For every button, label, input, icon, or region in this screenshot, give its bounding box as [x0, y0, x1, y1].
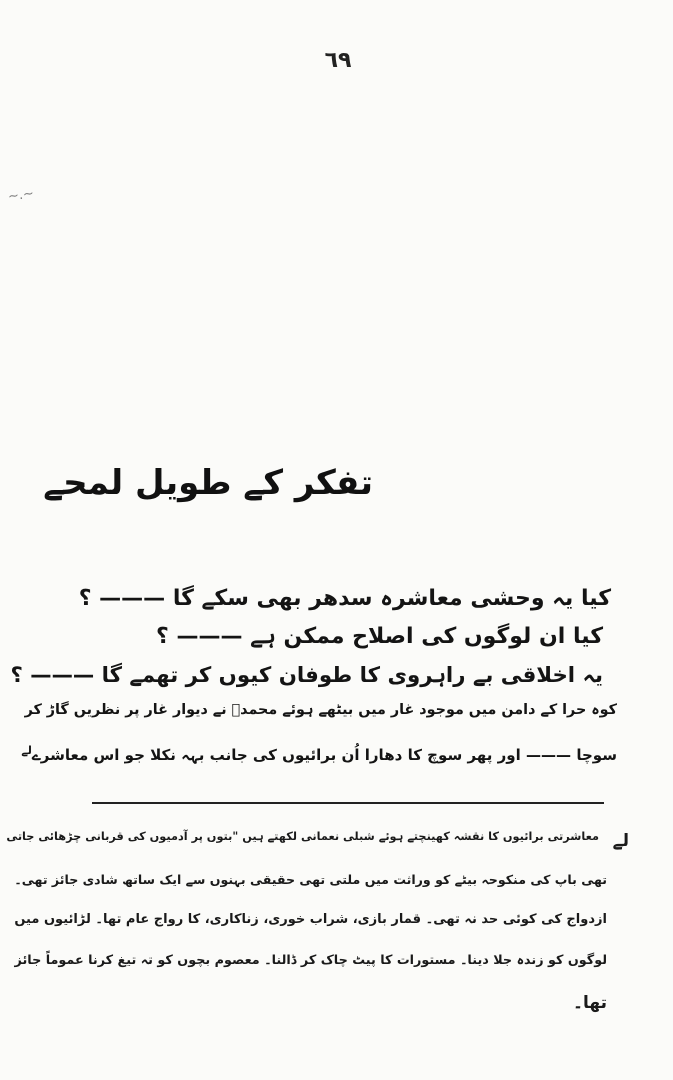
- footnote-line-4: لوگوں کو زندہ جلا دینا۔ مستورات کا پیٹ چاک کر ڈالنا۔ معصوم بچوں کو تہ تیغ کرنا عموماً جائز: [14, 953, 607, 968]
- question-line-1: کیا یہ وحشی معاشرہ سدھر بھی سکے گا ——— ؟: [78, 586, 611, 611]
- footnote-line-1: معاشرتی برائیوں کا نقشہ کھینچتے ہوئے شبلی نعمانی لکھتے ہیں "بتوں پر آدمیوں کی قربانی چڑھائی جاتی: [6, 830, 599, 843]
- margin-mark: ~.~: [7, 186, 35, 205]
- footnote-line-3: ازدواج کی کوئی حد نہ تھی۔ قمار بازی، شراب خوری، زناکاری، کا رواج عام تھا۔ لڑائیوں میں: [14, 912, 607, 927]
- paragraph-line-2-text: سوچا ——— اور پھر سوچ کا دھارا اُن برائیوں کی جانب بہہ نکلا جو اس معاشرے: [31, 746, 617, 765]
- question-line-3: یہ اخلاقی بے راہروی کا طوفان کیوں کر تھمے گا ——— ؟: [10, 663, 603, 688]
- question-line-2: کیا ان لوگوں کی اصلاح ممکن ہے ——— ؟: [156, 624, 603, 649]
- footnote-line-2: تھی باپ کی منکوحہ بیٹے کو وراثت میں ملتی تھی حقیقی بہنوں سے ایک ساتھ شادی جائز تھی۔: [14, 872, 607, 887]
- paragraph-line-1: کوہ حرا کے دامن میں موجود غار میں بیٹھے ہوئے محمدؐ نے دیوار غار پر نظریں گاڑ کر: [24, 702, 617, 718]
- chapter-heading: تفکر کے طویل لمحے: [43, 463, 373, 503]
- page-number: ٦٩: [324, 48, 352, 73]
- footnote-line-5: تھا۔: [573, 993, 607, 1013]
- footnote-reference: لے: [21, 744, 32, 757]
- paragraph-line-2: [21, 744, 617, 764]
- footnote-divider: [92, 802, 604, 804]
- footnote-marker: لے: [612, 831, 629, 851]
